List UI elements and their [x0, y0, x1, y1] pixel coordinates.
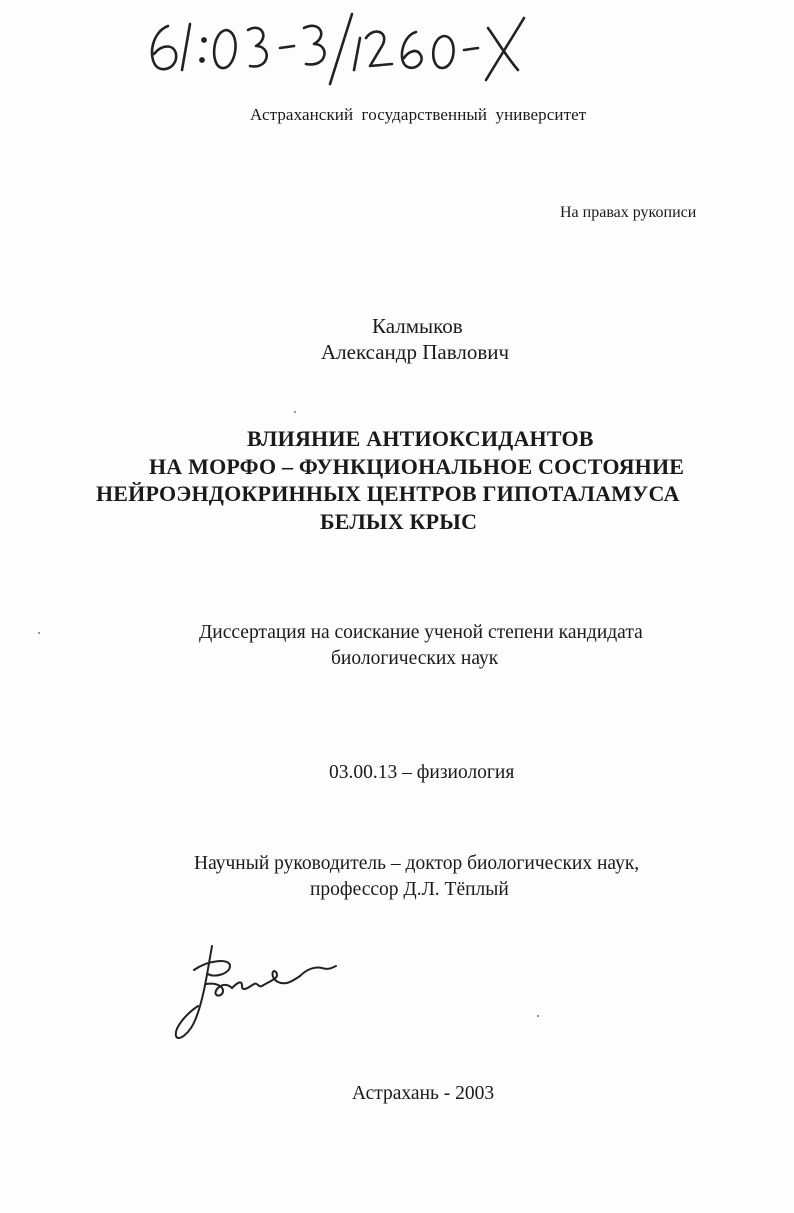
- author-name: Александр Павлович: [321, 340, 510, 364]
- university-name: Астраханский государственный университет: [250, 105, 587, 124]
- scan-speck: [294, 411, 296, 413]
- thesis-title-line-3: НЕЙРОЭНДОКРИННЫХ ЦЕНТРОВ ГИПОТАЛАМУСА: [96, 481, 680, 506]
- specialty-code: 03.00.13 – физиология: [329, 762, 515, 783]
- advisor-line-1: Научный руководитель – доктор биологических наук,: [194, 853, 640, 874]
- scan-speck: [537, 1015, 539, 1017]
- handwritten-archive-code: [138, 8, 538, 88]
- scan-speck: [38, 632, 40, 634]
- degree-line-2: биологических наук: [331, 648, 499, 669]
- city-year: Астрахань - 2003: [352, 1083, 495, 1104]
- thesis-title-line-1: ВЛИЯНИЕ АНТИОКСИДАНТОВ: [247, 426, 594, 451]
- advisor-line-2: профессор Д.Л. Тёплый: [310, 879, 509, 900]
- author-surname: Калмыков: [372, 314, 463, 338]
- degree-line-1: Диссертация на соискание ученой степени кандидата: [199, 622, 643, 643]
- thesis-title-line-2: НА МОРФО – ФУНКЦИОНАЛЬНОЕ СОСТОЯНИЕ: [149, 454, 685, 479]
- manuscript-note: На правах рукописи: [560, 204, 697, 221]
- thesis-title-line-4: БЕЛЫХ КРЫС: [320, 509, 478, 534]
- signature-image: [168, 938, 348, 1048]
